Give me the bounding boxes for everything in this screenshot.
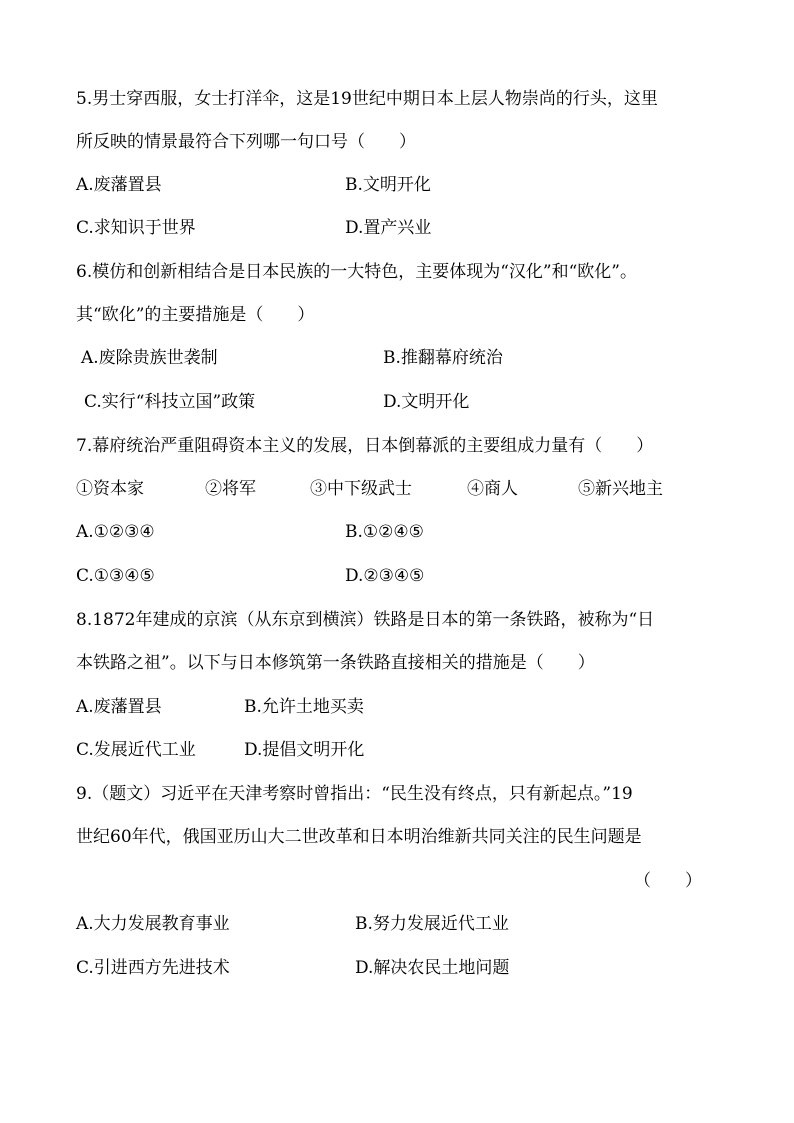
q5-option-c: C.求知识于世界 [76,218,196,238]
q5-stem-line-1: 5.男士穿西服，女士打洋伞，这是19世纪中期日本上层人物崇尚的行头，这里 [76,89,658,109]
q5-stem-line-2: 所反映的情景最符合下列哪一句口号（ ） [76,132,416,152]
q7-option-c: C.①③④⑤ [76,566,155,586]
q9-option-d: D.解决农民土地问题 [355,958,510,978]
q9-option-c: C.引进西方先进技术 [76,958,230,978]
q9-stem-line-1: 9.（题文）习近平在天津考察时曾指出：“民生没有终点，只有新起点。”19 [76,784,633,804]
q7-option-b: B.①②④⑤ [345,522,424,542]
q6-stem-line-1: 6.模仿和创新相结合是日本民族的一大特色，主要体现为“汉化”和“欧化”。 [76,262,637,282]
q6-option-d: D.文明开化 [383,392,470,412]
q5-option-d: D.置产兴业 [345,218,432,238]
q7-option-d: D.②③④⑤ [345,566,425,586]
q8-stem-line-2: 本铁路之祖”。以下与日本修筑第一条铁路直接相关的措施是（ ） [76,653,595,673]
q9-stem-line-2: 世纪60年代，俄国亚历山大二世改革和日本明治维新共同关注的民生问题是 [76,827,642,847]
q6-option-a: A.废除贵族世袭制 [81,348,218,368]
q7-stem-line-1: 7.幕府统治严重阻碍资本主义的发展，日本倒幕派的主要组成力量有（ ） [76,436,654,456]
q9-answer-blank: （ ） [634,871,702,891]
q7-item-2: ②将军 [205,479,256,499]
q6-option-c: C.实行“科技立国”政策 [84,392,256,412]
q9-option-a: A.大力发展教育事业 [76,914,230,934]
q8-option-b: B.允许土地买卖 [244,697,364,717]
q8-stem-line-1: 8.1872年建成的京滨（从东京到横滨）铁路是日本的第一条铁路，被称为“日 [76,610,655,630]
q7-item-4: ④商人 [467,479,518,499]
q7-item-5: ⑤新兴地主 [578,479,663,499]
q7-option-a: A.①②③④ [76,522,155,542]
q6-stem-line-2: 其“欧化”的主要措施是（ ） [76,305,315,325]
q8-option-d: D.提倡文明开化 [244,740,365,760]
q7-item-1: ①资本家 [76,479,144,499]
q5-option-a: A.废藩置县 [76,175,162,195]
q9-option-b: B.努力发展近代工业 [355,914,509,934]
q5-option-b: B.文明开化 [345,175,431,195]
q8-option-c: C.发展近代工业 [76,740,196,760]
q6-option-b: B.推翻幕府统治 [383,348,503,368]
q8-option-a: A.废藩置县 [76,697,162,717]
q7-item-3: ③中下级武士 [310,479,412,499]
